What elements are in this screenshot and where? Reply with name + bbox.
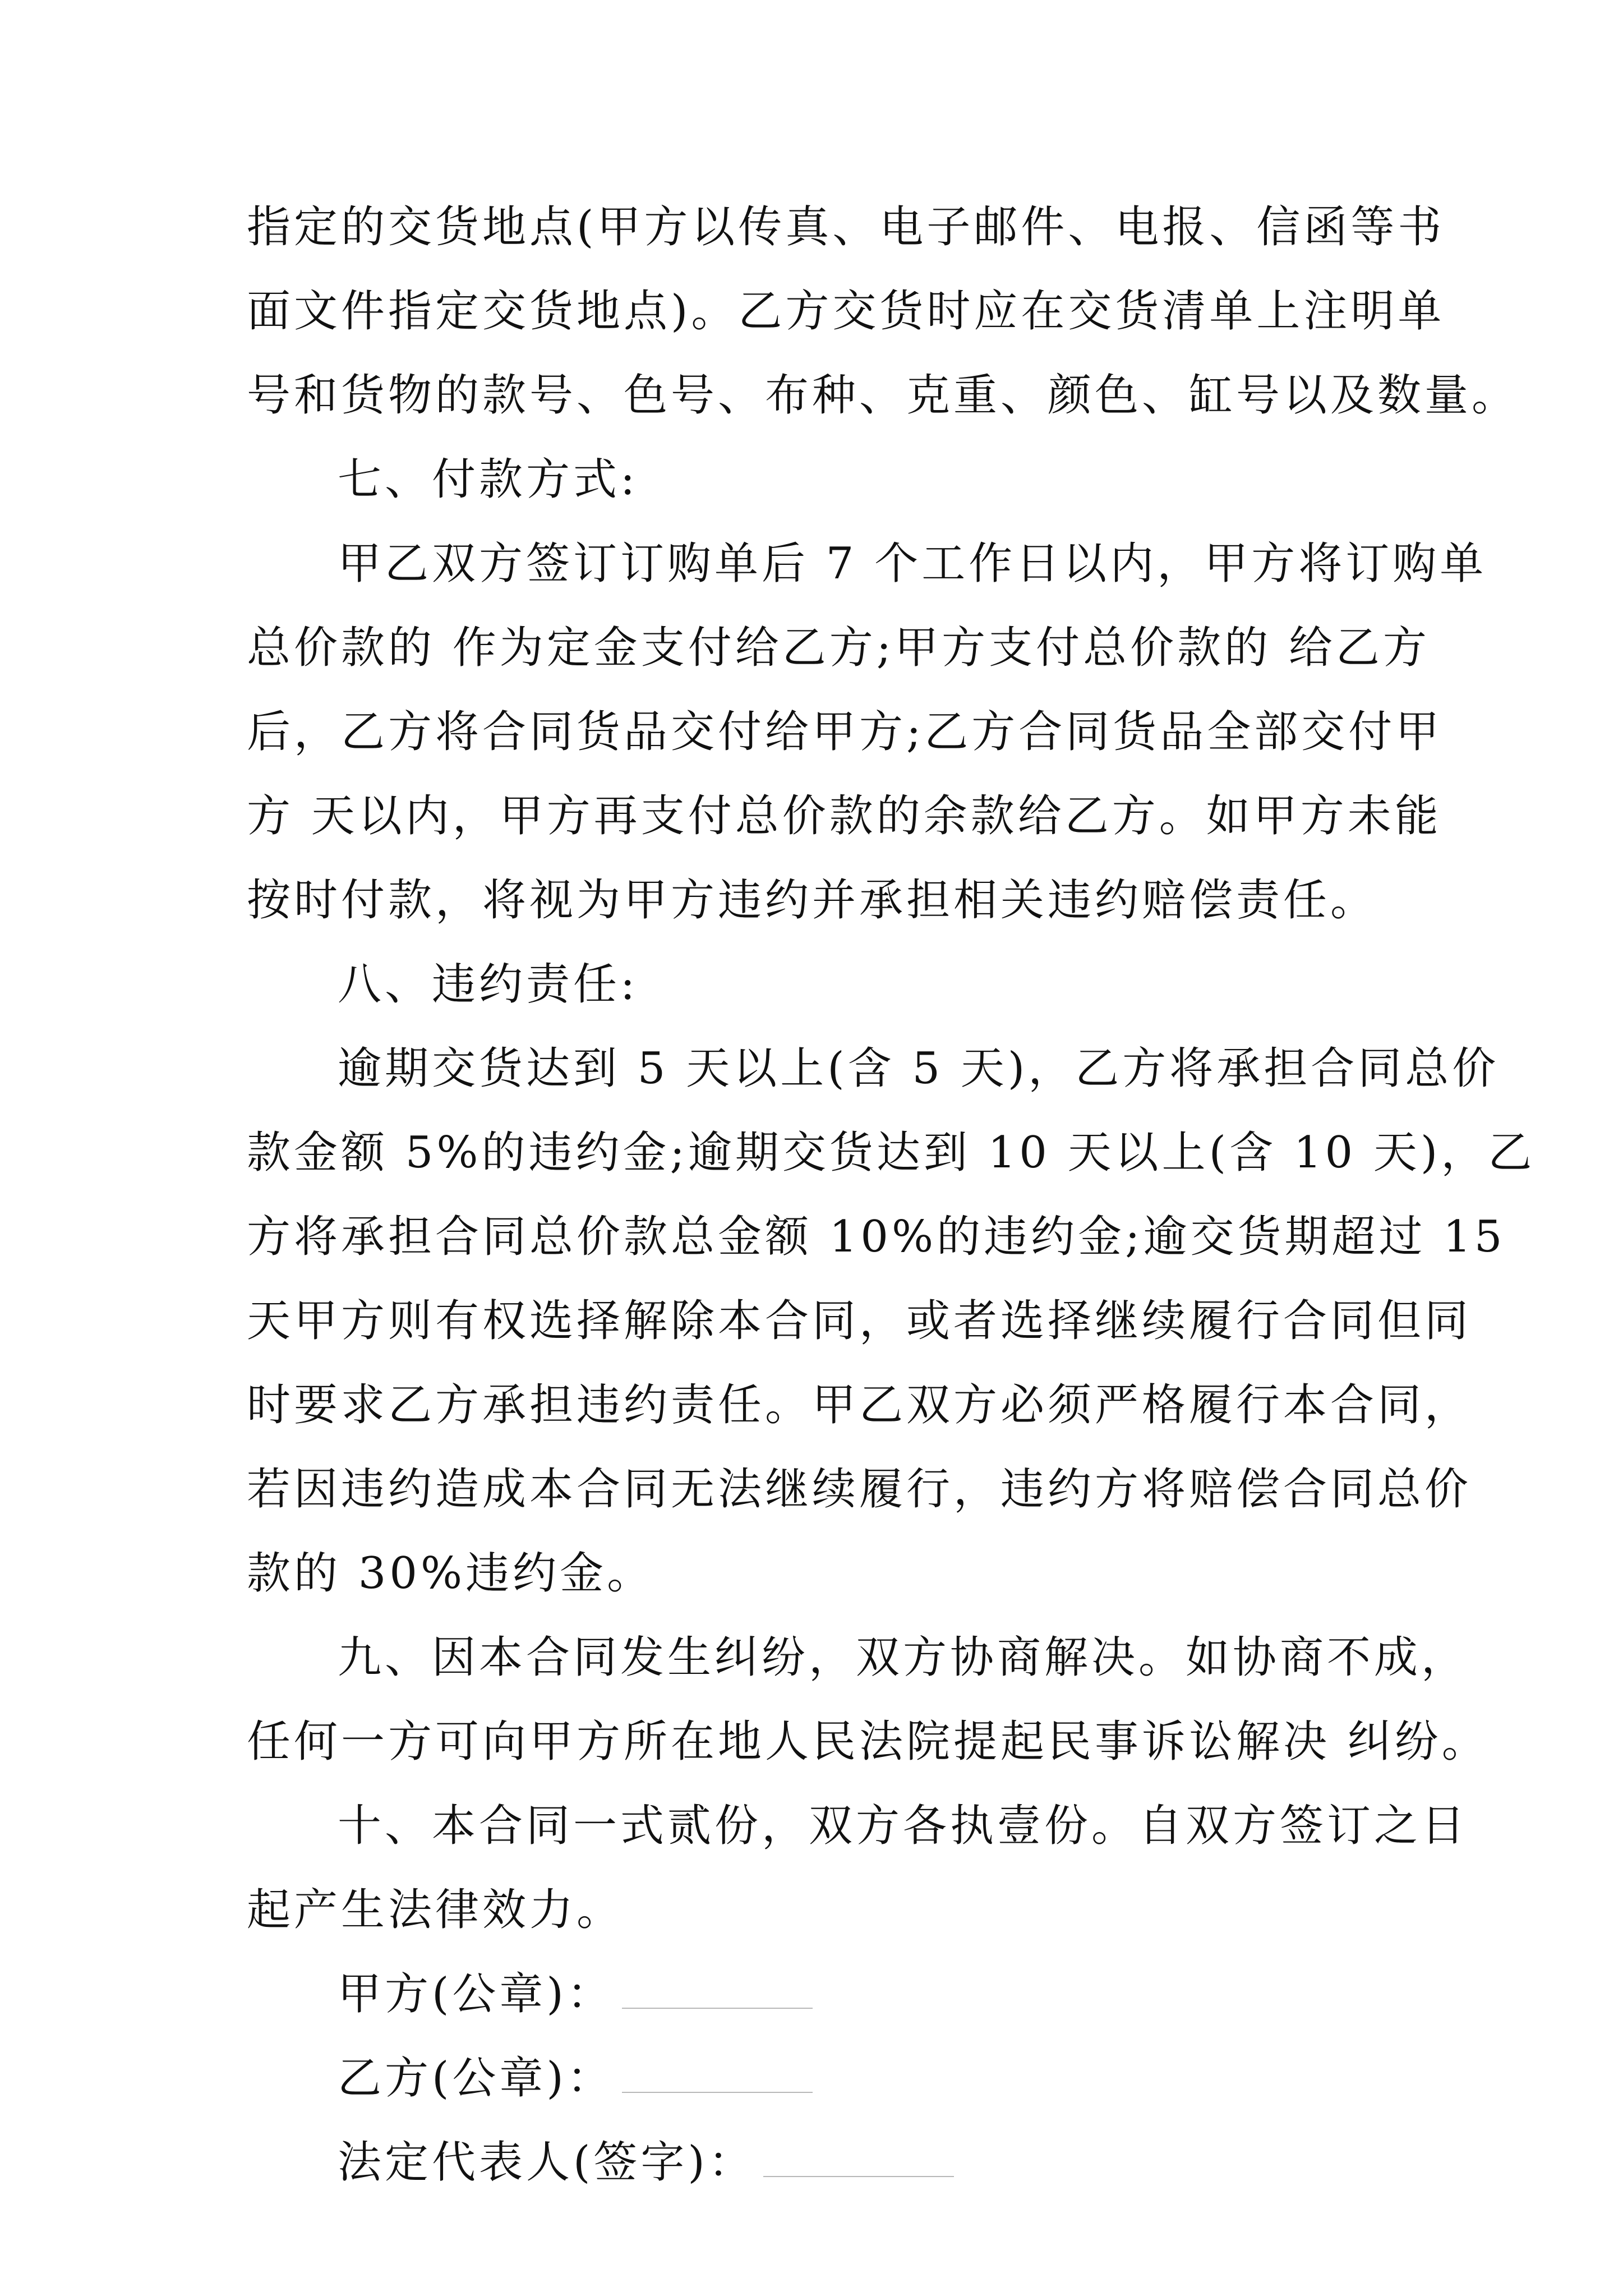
body-line: 号和货物的款号、色号、布种、克重、颜色、缸号以及数量。	[247, 370, 1519, 421]
body-line: 起产生法律效力。	[247, 1885, 624, 1935]
body-line: 任何一方可向甲方所在地人民法院提起民事诉讼解决 纠纷。	[247, 1717, 1489, 1767]
signature-label-legal-representative: 法定代表人(签字)：	[338, 2137, 755, 2188]
signature-party-b	[338, 2036, 813, 2120]
body-line: 若因违约造成本合同无法继续履行，违约方将赔偿合同总价	[247, 1464, 1472, 1515]
signature-blank-party-b	[622, 2092, 813, 2093]
body-line: 方将承担合同总价款总金额 10%的违约金;逾交货期超过 15	[247, 1212, 1506, 1262]
signature-party-a	[338, 1952, 813, 2036]
body-line: 方 天以内，甲方再支付总价款的余款给乙方。如甲方未能	[247, 791, 1442, 841]
contract-body	[247, 185, 1536, 1952]
body-line: 款金额 5%的违约金;逾期交货达到 10 天以上(含 10 天)，乙	[247, 1128, 1536, 1178]
signature-label-party-b: 乙方(公章)：	[338, 2053, 614, 2104]
body-line: 款的 30%违约金。	[247, 1548, 654, 1599]
body-line: 甲乙双方签订订购单后 7 个工作日以内，甲方将订购单	[338, 539, 1487, 589]
body-line: 天甲方则有权选择解除本合同，或者选择继续履行合同但同	[247, 1296, 1472, 1346]
section-heading-copies: 十、本合同一式贰份，双方各执壹份。自双方签订之日	[338, 1801, 1469, 1851]
body-line: 时要求乙方承担违约责任。甲乙双方必须严格履行本合同，	[247, 1380, 1472, 1430]
section-heading-payment: 七、付款方式:	[338, 454, 639, 505]
body-line: 面文件指定交货地点)。乙方交货时应在交货清单上注明单	[247, 286, 1445, 337]
section-heading-dispute: 九、因本合同发生纠纷，双方协商解决。如协商不成，	[338, 1632, 1469, 1683]
signature-label-party-a: 甲方(公章)：	[338, 1969, 614, 2019]
section-heading-breach: 八、违约责任:	[338, 959, 639, 1010]
signature-legal-representative	[338, 2120, 954, 2205]
body-line: 指定的交货地点(甲方以传真、电子邮件、电报、信函等书	[247, 202, 1445, 252]
body-line: 按时付款，将视为甲方违约并承担相关违约赔偿责任。	[247, 875, 1378, 926]
signature-blank-party-a	[622, 2008, 813, 2009]
body-line: 逾期交货达到 5 天以上(含 5 天)，乙方将承担合同总价	[338, 1043, 1500, 1094]
body-line: 后，乙方将合同货品交付给甲方;乙方合同货品全部交付甲	[247, 707, 1443, 757]
body-line: 总价款的 作为定金支付给乙方;甲方支付总价款的 给乙方	[247, 623, 1430, 673]
signature-blank-legal-representative	[763, 2176, 954, 2177]
